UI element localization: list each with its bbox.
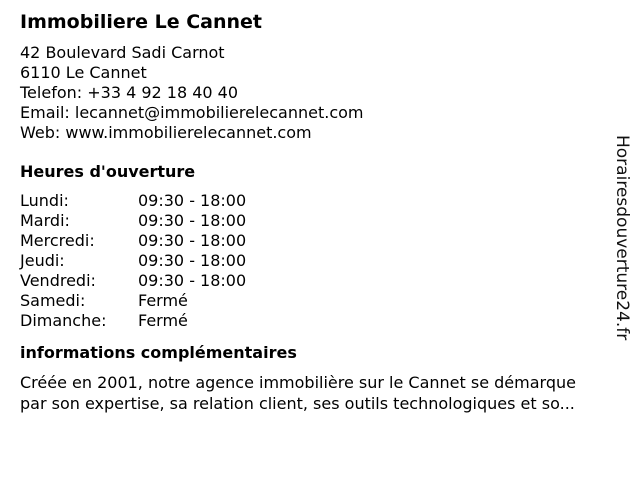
hours-time-value: 09:30 - 18:00 [138,191,247,210]
email-line: Email: lecannet@immobilierelecannet.com [20,103,364,122]
business-card [20,10,620,414]
hours-day-label: Mercredi: [20,231,95,250]
hours-day-label: Vendredi: [20,271,96,290]
hours-row-sunday [20,311,620,331]
hours-heading: Heures d'ouverture [20,162,196,181]
address-city: 6110 Le Cannet [20,63,147,82]
info-text-line: Créée en 2001, notre agence immobilière sur le Cannet se démarque [20,373,576,392]
hours-row-thursday [20,251,620,271]
hours-table [20,191,620,331]
hours-row-friday [20,271,620,291]
hours-day-label: Samedi: [20,291,86,310]
hours-row-wednesday [20,231,620,251]
hours-time-value: 09:30 - 18:00 [138,251,247,270]
web-line: Web: www.immobilierelecannet.com [20,123,312,142]
hours-time-value: 09:30 - 18:00 [138,271,247,290]
hours-time-value: 09:30 - 18:00 [138,231,247,250]
info-description [20,372,620,414]
hours-day-label: Dimanche: [20,311,107,330]
hours-day-label: Mardi: [20,211,70,230]
hours-row-saturday [20,291,620,311]
site-watermark: Horairesdouverture24.fr [612,135,632,341]
hours-row-tuesday [20,211,620,231]
address-street: 42 Boulevard Sadi Carnot [20,43,225,62]
info-heading: informations complémentaires [20,343,297,362]
contact-block [20,43,620,143]
hours-time-value: 09:30 - 18:00 [138,211,247,230]
business-name: Immobiliere Le Cannet [20,11,263,33]
hours-day-label: Lundi: [20,191,69,210]
hours-day-label: Jeudi: [20,251,65,270]
hours-row-monday [20,191,620,211]
hours-time-value: Fermé [138,291,188,310]
phone-line: Telefon: +33 4 92 18 40 40 [20,83,239,102]
hours-time-value: Fermé [138,311,188,330]
info-text-line: par son expertise, sa relation client, ses outils technologiques et so... [20,394,575,413]
